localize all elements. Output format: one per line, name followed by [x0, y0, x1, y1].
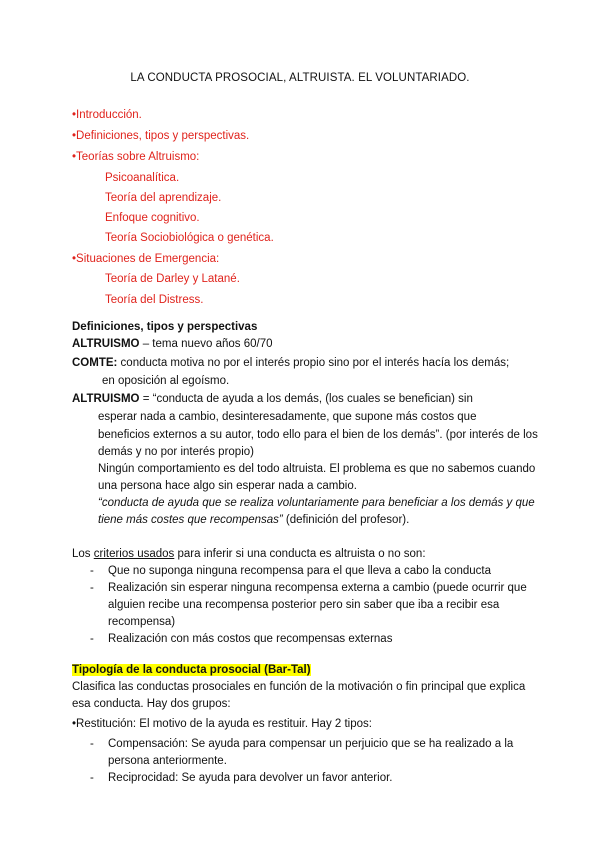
altruismo-note: – tema nuevo años 60/70 — [139, 338, 273, 350]
criterios-intro-post: para inferir si una conducta es altruista o no son: — [174, 548, 426, 560]
definition-line — [72, 393, 473, 405]
comte-line — [72, 357, 509, 369]
criterio-item-3: Realización con más costos que recompensas externas — [108, 633, 393, 645]
index-item-emergencia: •Situaciones de Emergencia: — [72, 253, 220, 265]
definition-line-4: demás y no por interés propio) — [98, 446, 254, 458]
altruismo-line — [72, 338, 273, 350]
section-heading-definiciones: Definiciones, tipos y perspectivas — [72, 321, 258, 333]
definition-line-3: beneficios externos a su autor, todo ello para el bien de los demás”. (por interés de los — [98, 429, 538, 441]
index-item-definiciones: •Definiciones, tipos y perspectivas. — [72, 130, 250, 142]
criterio-item-2-line-2: alguien recibe una recompensa posterior pero sin saber que iba a recibir esa — [108, 599, 500, 611]
tipologia-heading-highlight: Tipología de la conducta prosocial (Bar-Tal) — [72, 664, 311, 676]
reciprocidad-item: Reciprocidad: Se ayuda para devolver un favor anterior. — [108, 772, 393, 784]
reciprocidad-bullet: - — [90, 772, 94, 784]
index-subitem-darley: Teoría de Darley y Latané. — [105, 273, 240, 285]
index-item-teorias: •Teorías sobre Altruismo: — [72, 151, 200, 163]
comte-term: COMTE: — [72, 357, 118, 369]
criterio-bullet-1: - — [90, 565, 94, 577]
criterios-usados-link: criterios usados — [93, 548, 175, 560]
comte-text-cont: en oposición al egoísmo. — [102, 375, 230, 387]
altruismo-term: ALTRUISMO — [72, 338, 140, 350]
definition-line-2: esperar nada a cambio, desinteresadamente, que supone más costos que — [98, 411, 477, 423]
professor-definition-line-1: “conducta de ayuda que se realiza voluntariamente para beneficiar a los demás y que — [98, 497, 535, 509]
criterio-item-2-line-1: Realización sin esperar ninguna recompensa externa a cambio (puede ocurrir que — [108, 582, 527, 594]
tipologia-line-2: esa conducta. Hay dos grupos: — [72, 698, 231, 710]
restitucion-item: •Restitución: El motivo de la ayuda es restituir. Hay 2 tipos: — [72, 718, 372, 730]
index-subitem-cognitivo: Enfoque cognitivo. — [105, 212, 200, 224]
criterio-bullet-3: - — [90, 633, 94, 645]
compensacion-bullet: - — [90, 738, 94, 750]
compensacion-line-2: persona anteriormente. — [108, 755, 227, 767]
criterio-item-1: Que no suponga ninguna recompensa para el que lleva a cabo la conducta — [108, 565, 491, 577]
professor-definition-quote-end: tiene más costes que recompensas” — [98, 514, 283, 526]
tipologia-heading — [72, 664, 311, 676]
professor-definition-line-2 — [98, 514, 409, 526]
index-item-introduccion: •Introducción. — [72, 109, 142, 121]
criterio-bullet-2: - — [90, 582, 94, 594]
document-title: LA CONDUCTA PROSOCIAL, ALTRUISTA. EL VOLUNTARIADO. — [130, 72, 470, 84]
definition-line-6: una persona hace algo sin esperar nada a cambio. — [98, 480, 357, 492]
definition-line-5: Ningún comportamiento es del todo altruista. El problema es que no sabemos cuando — [98, 463, 536, 475]
criterio-item-2-line-3: recompensa) — [108, 616, 176, 628]
professor-definition-suffix: (definición del profesor). — [282, 514, 410, 526]
index-subitem-aprendizaje: Teoría del aprendizaje. — [105, 192, 222, 204]
criterios-intro — [72, 548, 426, 560]
tipologia-line-1: Clasifica las conductas prosociales en función de la motivación o fin principal que explica — [72, 681, 526, 693]
index-subitem-distress: Teoría del Distress. — [105, 294, 204, 306]
index-subitem-psicoanalitica: Psicoanalítica. — [105, 172, 180, 184]
definition-text: = “conducta de ayuda a los demás, (los cuales se benefician) sin — [139, 393, 473, 405]
index-subitem-sociobiologica: Teoría Sociobiológica o genética. — [105, 232, 274, 244]
criterios-intro-pre: Los — [72, 548, 94, 560]
comte-text: conducta motiva no por el interés propio sino por el interés hacía los demás; — [117, 357, 510, 369]
definition-term: ALTRUISMO — [72, 393, 140, 405]
compensacion-line-1: Compensación: Se ayuda para compensar un perjuicio que se ha realizado a la — [108, 738, 514, 750]
